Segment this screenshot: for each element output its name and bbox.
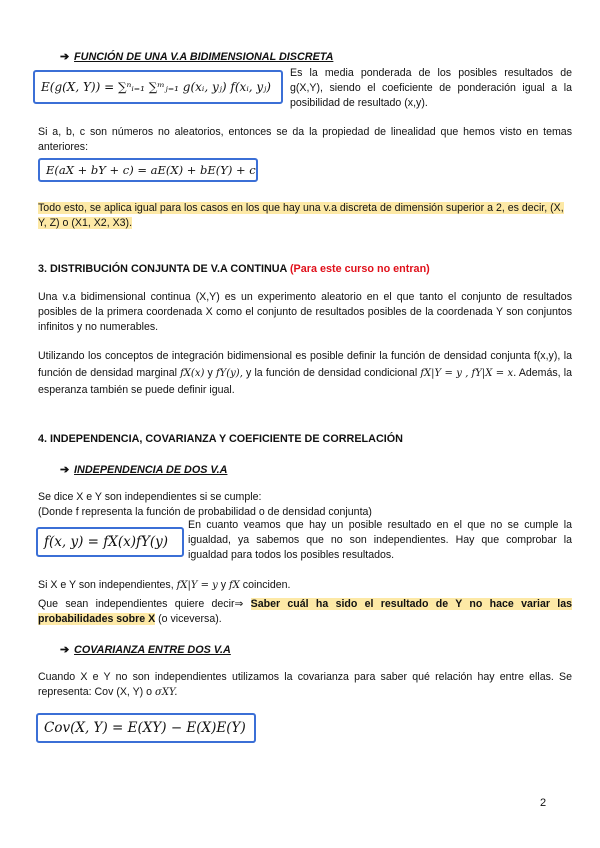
covariance-sigma: σXY. (155, 687, 178, 698)
density-text-b: y la función de densidad condicional (246, 367, 418, 379)
independence-line-1: Se dice X e Y son independientes si se cumple: (38, 491, 262, 503)
marginal-fx: fX(x) (180, 368, 205, 379)
density-text-a: Utilizando los conceptos de integración bidimensional es posible definir la función de densidad conjunta f(x,y), la función de densidad marginal (38, 350, 572, 379)
page-number: 2 (540, 797, 547, 809)
heading-independencia (60, 463, 227, 476)
independence-formula: f(x, y) = fX(x)fY(y) (44, 534, 169, 550)
highlight-note (38, 201, 572, 231)
independence-description: En cuanto veamos que hay un posible resultado en el que no se cumple la igualdad, ya sabemos que no son independientes. Hay que comprobar la igualdad para todos los posibles resultados. (188, 519, 572, 561)
arrow-icon: ➔ (60, 644, 70, 656)
section-3-title: 3. DISTRIBUCIÓN CONJUNTA DE V.A CONTINUA (38, 263, 287, 275)
meaning-paragraph (38, 597, 572, 627)
meaning-text-b: (o viceversa). (158, 613, 222, 625)
coincide-text-a: Si X e Y son independientes, (38, 579, 174, 591)
independence-formula-box (36, 527, 184, 557)
linearity-paragraph: Si a, b, c son números no aleatorios, entonces se da la propiedad de linealidad que hemos visto en temas anteriores: (38, 126, 572, 153)
coincide-text-b: coinciden. (242, 579, 291, 591)
expectation-formula: E(g(X, Y)) = ∑ⁿᵢ₌₁ ∑ᵐⱼ₌₁ g(xᵢ, yⱼ) f(xᵢ, yⱼ) (41, 80, 271, 94)
section-3-note: (Para este curso no entran) (289, 263, 430, 275)
heading-covarianza (60, 643, 231, 656)
heading-title: FUNCIÓN DE UNA V.A BIDIMENSIONAL DISCRETA (74, 51, 334, 63)
coincide-text-y: y (220, 579, 227, 591)
meaning-highlight: Saber cuál ha sido el resultado de Y no hace variar las probabilidades sobre X (38, 598, 573, 625)
covariance-paragraph (38, 670, 572, 700)
covariance-formula-box (36, 713, 256, 743)
expectation-description: Es la media ponderada de los posibles resultados de g(X,Y), siendo el coeficiente de ponderación igual a la posibilidad de resultado (x,y). (290, 67, 572, 109)
covarianza-title: COVARIANZA ENTRE DOS V.A (74, 644, 231, 656)
section-3-heading (38, 263, 430, 275)
independence-line-2: (Donde f representa la función de probabilidad o de densidad conjunta) (38, 506, 372, 518)
arrow-icon: ➔ (60, 464, 70, 476)
heading-funcion-discreta (60, 50, 333, 63)
covariance-formula: Cov(X, Y) = E(XY) − E(X)E(Y) (44, 720, 246, 736)
linearity-formula-box (38, 158, 258, 182)
section-4-heading: 4. INDEPENDENCIA, COVARIANZA Y COEFICIENTE DE CORRELACIÓN (38, 433, 403, 445)
continuous-definition: Una v.a bidimensional continua (X,Y) es un experimento aleatorio en el que tanto el conjunto de resultados posibles de la primera coordenada X como el conjunto de resultados posibles de la coordenada Y son conjuntos infinitos y no numerables. (38, 291, 572, 333)
arrow-icon: ➔ (60, 51, 70, 63)
coincide-f2: fX (229, 580, 240, 591)
density-text-c: Además, la esperanza también se puede definir igual. (38, 367, 572, 396)
density-paragraph (38, 348, 572, 399)
coincide-line (38, 578, 572, 593)
highlight-note-text: Todo esto, se aplica igual para los casos en los que hay una v.a discreta de dimensión superior a 2, es decir, (X, Y, Z) o (X1, X2, X3). (38, 202, 564, 229)
conditional-fy: fY|X = x. (471, 368, 517, 379)
linearity-formula: E(aX + bY + c) = aE(X) + bE(Y) + c (46, 163, 256, 177)
density-text-y: y (207, 367, 213, 379)
coincide-f1: fX|Y = y (176, 580, 218, 591)
marginal-fy: fY(y), (215, 368, 243, 379)
independencia-title: INDEPENDENCIA DE DOS V.A (74, 464, 228, 476)
meaning-text-a: Que sean independientes quiere decir⇒ (38, 598, 244, 610)
expectation-formula-box (33, 70, 283, 104)
independence-intro (38, 490, 572, 520)
covariance-text: Cuando X e Y no son independientes utilizamos la covarianza para saber qué relación hay entre ellas. Se representa: Cov (X, Y) o (38, 671, 572, 698)
conditional-fx: fX|Y = y , (420, 368, 469, 379)
